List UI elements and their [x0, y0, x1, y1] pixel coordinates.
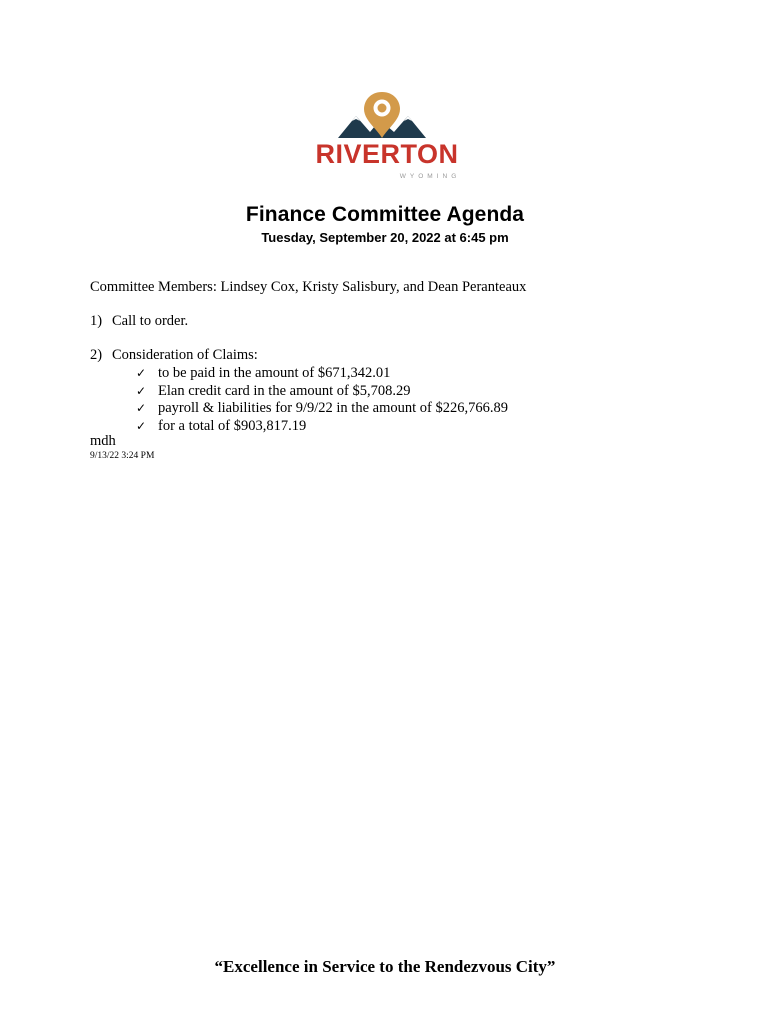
checkmark-icon: ✓	[136, 383, 147, 398]
agenda-title: Finance Committee Agenda	[245, 203, 525, 226]
agenda-item-number: 1)	[90, 313, 103, 329]
riverton-logo-graphic	[312, 88, 462, 184]
city-motto: “Excellence in Service to the Rendezvous City”	[214, 957, 556, 976]
agenda-item-number: 2)	[90, 347, 103, 363]
agenda-item-claims	[90, 347, 258, 364]
checkmark-icon: ✓	[136, 418, 147, 433]
claim-text: to be paid in the amount of $671,342.01	[158, 365, 391, 381]
document-timestamp: 9/13/22 3:24 PM	[90, 451, 155, 461]
claim-text: Elan credit card in the amount of $5,708.29	[158, 382, 411, 399]
logo-state: WYOMING	[399, 173, 461, 180]
claim-text: for a total of $903,817.19	[158, 417, 307, 434]
agenda-item-call-to-order	[90, 313, 188, 330]
logo-wordmark: RIVERTON	[315, 139, 459, 169]
list-item	[136, 383, 508, 401]
list-item	[136, 418, 508, 436]
riverton-logo	[312, 88, 462, 184]
agenda-item-text: Call to order.	[112, 313, 189, 329]
meeting-date: Tuesday, September 20, 2022 at 6:45 pm	[261, 230, 509, 245]
list-item	[136, 365, 508, 383]
checkmark-icon: ✓	[136, 401, 147, 415]
checkmark-icon: ✓	[136, 366, 147, 380]
committee-members: Committee Members: Lindsey Cox, Kristy Salisbury, and Dean Peranteaux	[90, 279, 527, 295]
author-initials: mdh	[90, 433, 116, 449]
list-item	[136, 400, 508, 418]
claims-list	[136, 365, 508, 435]
claim-text: payroll & liabilities for 9/9/22 in the amount of $226,766.89	[158, 400, 508, 416]
agenda-item-text: Consideration of Claims:	[112, 347, 258, 363]
